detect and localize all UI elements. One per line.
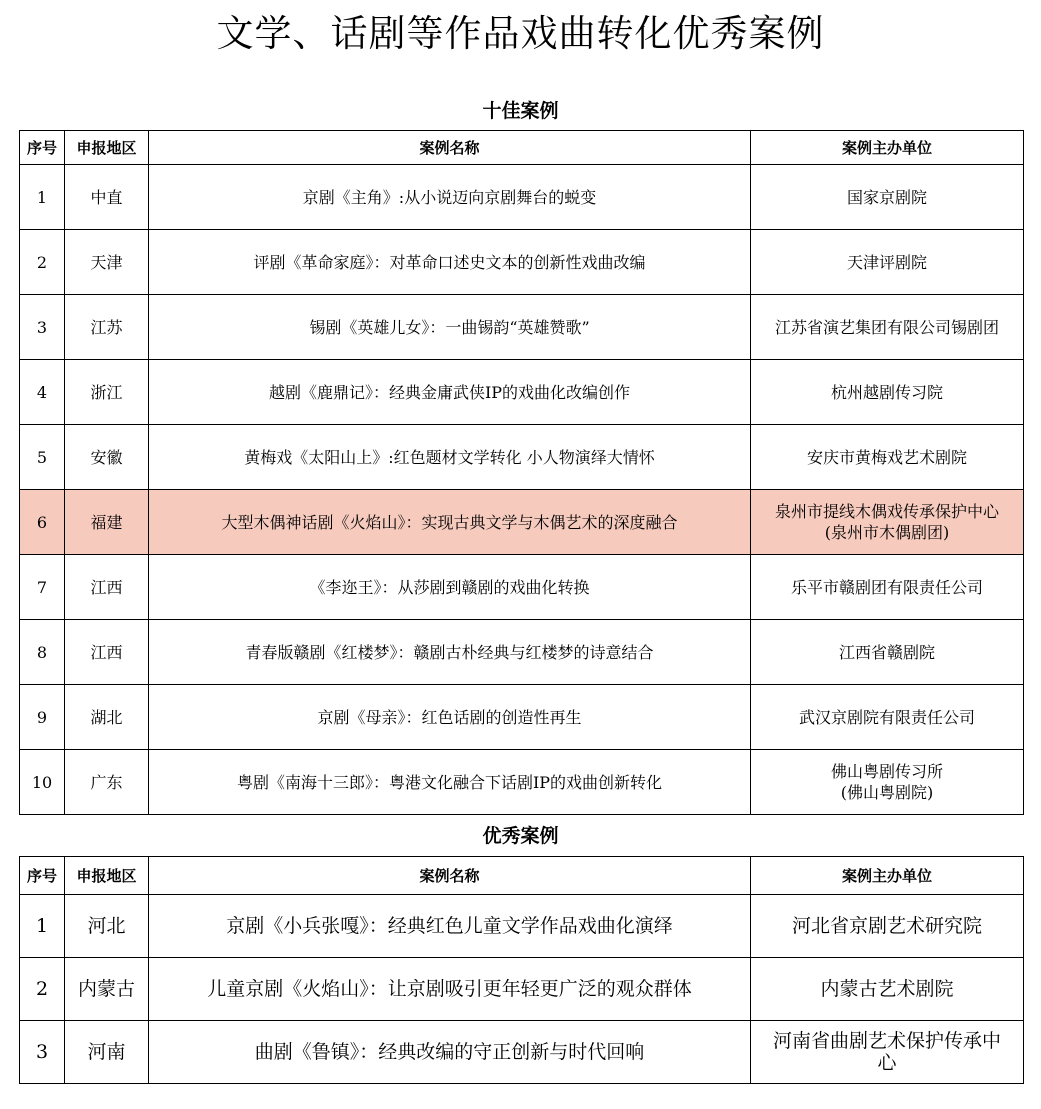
cell-name: 大型木偶神话剧《火焰山》：实现古典文学与木偶艺术的深度融合 [149,490,751,555]
table-header-row [20,131,1024,165]
section-title-top-ten: 十佳案例 [482,100,559,122]
cell-no: 6 [20,490,65,555]
cell-region: 内蒙古 [65,958,149,1021]
cell-no: 9 [20,685,65,750]
header-region: 申报地区 [65,857,149,895]
cell-name: 青春版赣剧《红楼梦》：赣剧古朴经典与红楼梦的诗意结合 [149,620,751,685]
table-row [20,895,1024,958]
table-row [20,555,1024,620]
cell-region: 广东 [65,750,149,815]
excellent-table [19,856,1024,1084]
table-row [20,425,1024,490]
cell-name: 儿童京剧《火焰山》：让京剧吸引更年轻更广泛的观众群体 [149,958,751,1021]
cell-no: 1 [20,895,65,958]
page-title: 文学、话剧等作品戏曲转化优秀案例 [216,12,825,55]
cell-name: 京剧《小兵张嘎》：经典红色儿童文学作品戏曲化演绎 [149,895,751,958]
cell-region: 湖北 [65,685,149,750]
top-ten-table [19,130,1024,815]
cell-org-line1: 河南省曲剧艺术保护传承中 [772,1030,1001,1052]
cell-region: 中直 [65,165,149,230]
cell-org [751,490,1024,555]
cell-no: 8 [20,620,65,685]
cell-org-line2: (佛山粤剧院) [840,783,934,802]
cell-name: 评剧《革命家庭》：对革命口述史文本的创新性戏曲改编 [149,230,751,295]
table-row [20,165,1024,230]
cell-region: 浙江 [65,360,149,425]
header-no: 序号 [20,131,65,165]
cell-region: 河北 [65,895,149,958]
cell-org: 国家京剧院 [751,165,1024,230]
table-row [20,620,1024,685]
section-title-excellent: 优秀案例 [482,825,559,847]
cell-org: 杭州越剧传习院 [751,360,1024,425]
cell-region: 江西 [65,555,149,620]
cell-org: 武汉京剧院有限责任公司 [751,685,1024,750]
cell-org-line1: 佛山粤剧传习所 [830,762,943,781]
cell-org: 河北省京剧艺术研究院 [751,895,1024,958]
cell-org [751,750,1024,815]
table-row [20,295,1024,360]
cell-region: 天津 [65,230,149,295]
table-row [20,360,1024,425]
table-header-row [20,857,1024,895]
cell-org: 乐平市赣剧团有限责任公司 [751,555,1024,620]
cell-region: 福建 [65,490,149,555]
cell-no: 1 [20,165,65,230]
header-no: 序号 [20,857,65,895]
cell-org: 安庆市黄梅戏艺术剧院 [751,425,1024,490]
table-row [20,750,1024,815]
header-region: 申报地区 [65,131,149,165]
cell-no: 3 [20,1021,65,1084]
cell-region: 江苏 [65,295,149,360]
cell-name: 《李迩王》：从莎剧到赣剧的戏曲化转换 [149,555,751,620]
header-org: 案例主办单位 [751,131,1024,165]
cell-org: 天津评剧院 [751,230,1024,295]
cell-org [751,1021,1024,1084]
header-name: 案例名称 [149,131,751,165]
table-row [20,685,1024,750]
table-row [20,958,1024,1021]
header-org: 案例主办单位 [751,857,1024,895]
cell-name: 粤剧《南海十三郎》：粤港文化融合下话剧IP的戏曲创新转化 [149,750,751,815]
cell-name: 黄梅戏《太阳山上》:红色题材文学转化 小人物演绎大情怀 [149,425,751,490]
cell-region: 江西 [65,620,149,685]
cell-name: 京剧《母亲》：红色话剧的创造性再生 [149,685,751,750]
cell-org-line2: (泉州市木偶剧团) [824,523,950,542]
cell-org-line2: 心 [877,1052,897,1074]
cell-org: 江苏省演艺集团有限公司锡剧团 [751,295,1024,360]
cell-no: 2 [20,230,65,295]
cell-name: 曲剧《鲁镇》：经典改编的守正创新与时代回响 [149,1021,751,1084]
cell-region: 安徽 [65,425,149,490]
cell-no: 4 [20,360,65,425]
cell-name: 越剧《鹿鼎记》：经典金庸武侠IP的戏曲化改编创作 [149,360,751,425]
cell-no: 5 [20,425,65,490]
cell-name: 锡剧《英雄儿女》：一曲锡韵“英雄赞歌” [149,295,751,360]
cell-no: 2 [20,958,65,1021]
cell-name: 京剧《主角》:从小说迈向京剧舞台的蜕变 [149,165,751,230]
cell-no: 3 [20,295,65,360]
cell-org: 内蒙古艺术剧院 [751,958,1024,1021]
table-row [20,230,1024,295]
cell-region: 河南 [65,1021,149,1084]
cell-no: 10 [20,750,65,815]
table-row-highlighted [20,490,1024,555]
cell-no: 7 [20,555,65,620]
table-row [20,1021,1024,1084]
cell-org-line1: 泉州市提线木偶戏传承保护中心 [774,502,999,521]
header-name: 案例名称 [149,857,751,895]
cell-org: 江西省赣剧院 [751,620,1024,685]
